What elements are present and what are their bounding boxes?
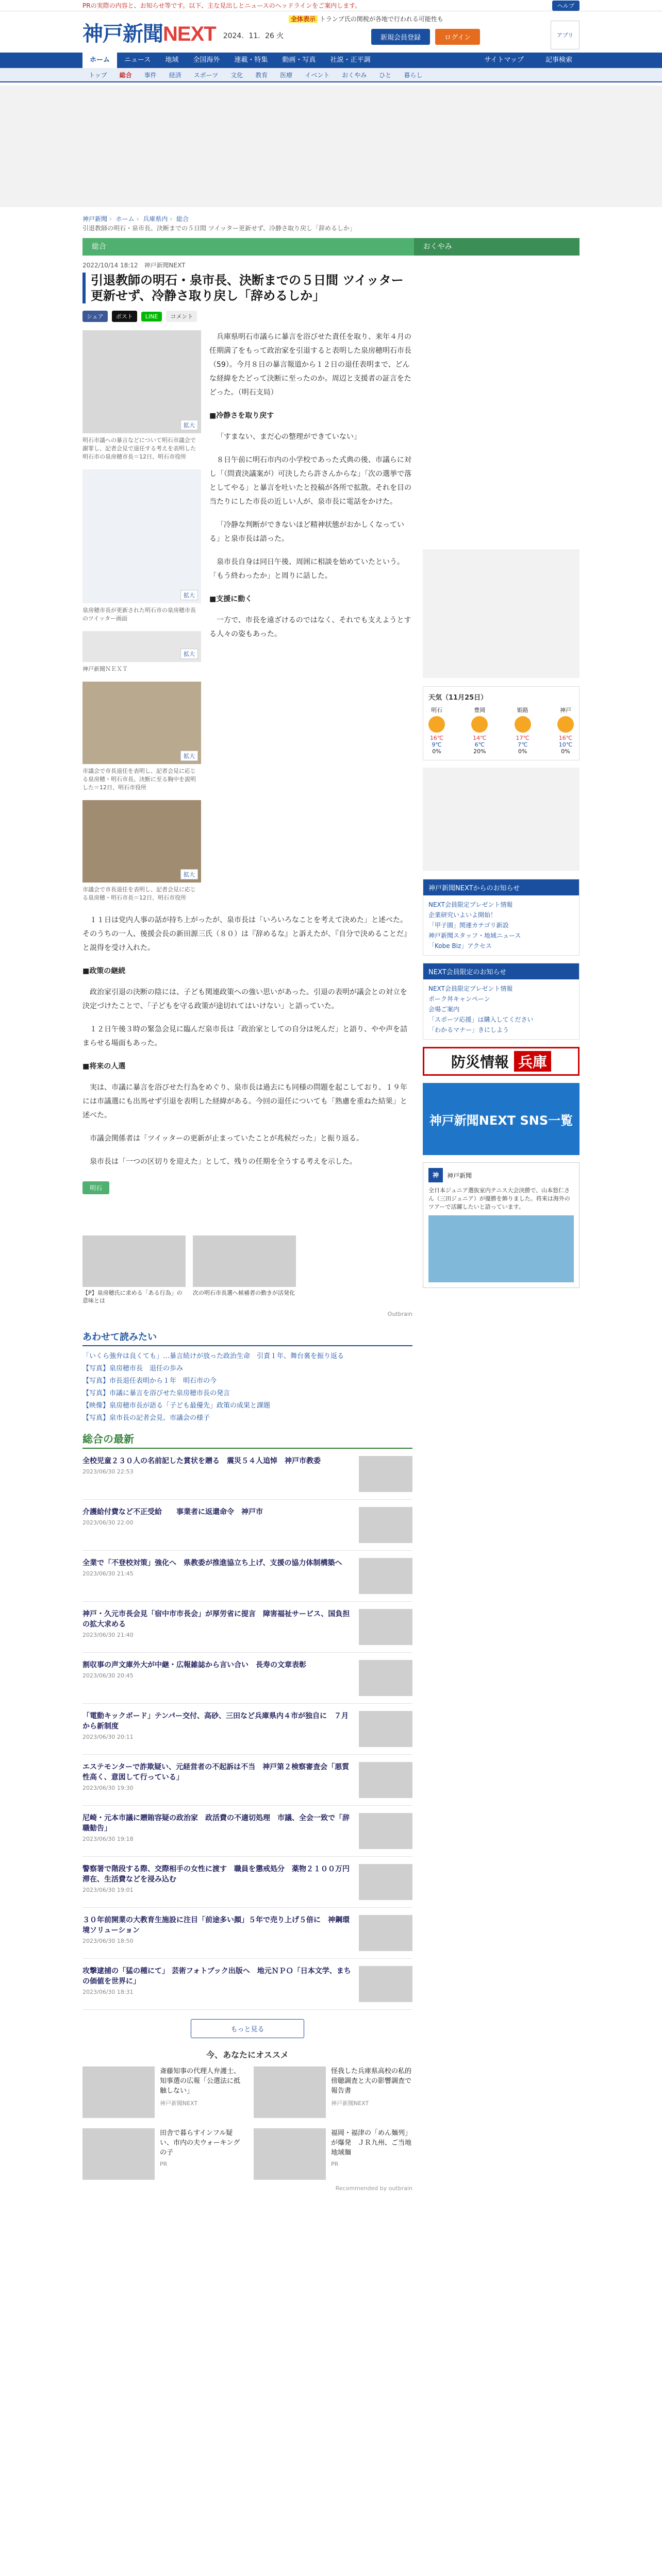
article-subheading: ■冷静さを取り戻す (209, 412, 274, 420)
nav-item-video[interactable]: 動画・写真 (282, 56, 316, 64)
news-thumbnail (359, 1864, 412, 1900)
assembly-photo[interactable] (82, 800, 201, 883)
weather-high: 17℃ (516, 735, 529, 741)
news-thumbnail (359, 1813, 412, 1849)
recommend-source: PR (331, 2161, 339, 2167)
disaster-region: 兵庫 (514, 1051, 551, 1072)
subnav-item-economy[interactable]: 経済 (169, 71, 181, 79)
news-item[interactable] (82, 1500, 412, 1551)
main-layout (82, 261, 580, 2192)
news-thumbnail (359, 1660, 412, 1696)
news-title: ３０年前開業の大教育生施設に注目「前途多い顔」５年で売り上げ５倍に 神鋼環境ソリューション (82, 1916, 350, 1935)
news-thumbnail (359, 1456, 412, 1492)
news-time: 2023/06/30 22:53 (82, 1468, 134, 1475)
header-buttons (371, 29, 480, 45)
member-item[interactable]: NEXT会員限定プレゼント情報 (428, 985, 513, 992)
recommend-image (82, 2128, 155, 2180)
article-paragraph: 政治家引退の決断の陰には、子ども関連政策への強い思いがあった。引退の表明が議会との対立を決定づけたことで、「子どもを守る政策が途切れてはいけない」と語っていた。 (82, 988, 407, 1010)
recommend-image (82, 2066, 155, 2118)
news-thumbnail (359, 1609, 412, 1645)
article-subheading: ■支援に動く (209, 595, 253, 603)
news-title: 全業で「不登校対策」強化へ 県教委が推進協立ち上げ、支援の協力体制構築へ (82, 1559, 342, 1567)
breaking-ticker[interactable] (289, 14, 443, 23)
subnav-item-general[interactable]: 総合 (119, 71, 132, 79)
site-logo[interactable] (82, 18, 216, 47)
news-text (82, 1762, 359, 1798)
article-photo[interactable] (82, 330, 201, 433)
sitemap-link[interactable]: サイトマップ (484, 56, 524, 64)
recommend-card-title: 怪我した兵庫県高校の私的傍聴調査と大の影響調査で報告書 (331, 2067, 412, 2095)
notice-box (423, 879, 580, 956)
share-x-button[interactable]: ポスト (112, 311, 137, 322)
signup-button[interactable]: 新規会員登録 (371, 29, 430, 45)
page-container (82, 214, 580, 2192)
breadcrumb-item[interactable]: ホーム (115, 215, 135, 223)
article-meta: 2022/10/14 18:12 神戸新聞NEXT (82, 262, 186, 269)
top-notice-bar (0, 0, 662, 11)
weather-low: 7℃ (517, 741, 528, 748)
read-also-item[interactable]: 【写真】市長退任表明から１年 明石市の今 (82, 1377, 217, 1385)
nav-item-home[interactable]: ホーム (82, 53, 117, 68)
recommend-source: PR (160, 2161, 168, 2167)
section-tabs (82, 238, 580, 256)
photo-caption: 市議会で市長退任を表明し、記者会見に応じる泉房穂・明石市長＝12日、明石市役所 (82, 886, 196, 901)
news-item[interactable] (82, 1755, 412, 1806)
recommend-card-title: 福岡・福津の「めん麺列」が爆発 ＪＲ九州、ご当地地域麺 (331, 2129, 412, 2157)
sns-banner[interactable]: 神戸新聞NEXT SNS一覧 (423, 1083, 580, 1155)
weather-city: 豊岡 (474, 707, 486, 714)
nav-item-editorial[interactable]: 社説・正平調 (330, 56, 371, 64)
news-thumbnail (359, 1711, 412, 1747)
comment-button[interactable]: コメント (166, 311, 197, 322)
recommend-card-title: 田舎で暮らすインフル疑い、市内の夫ウォーキングの子 (160, 2129, 240, 2157)
top-notice[interactable]: PRの実際の内容と、お知らせ等です。以下、主な見出しとニュースのヘッドラインをご案内します。 (82, 2, 361, 9)
sun-icon (471, 716, 488, 733)
news-title: 攻撃逮捕の「猛の種にて」 芸術フォトブック出版へ 地元ＮＰＯ「日本文学、まちの価値を世界に」 (82, 1967, 351, 1986)
member-item[interactable]: 「スポーツ応援」は購入してください (428, 1016, 534, 1023)
article-paragraph: 「すまない、まだ心の整理ができていない」 (217, 433, 361, 441)
news-time: 2023/06/30 19:18 (82, 1836, 134, 1842)
related-photos (82, 1235, 412, 1304)
article-paragraph: 市議会関係者は「ツイッターの更新が止まっていたことが兆候だった」と振り返る。 (90, 1134, 364, 1143)
recommend-section (82, 2048, 412, 2192)
recommend-card[interactable] (82, 2128, 241, 2180)
news-text (82, 1660, 359, 1696)
weather-rain: 0% (561, 748, 570, 755)
share-facebook-button[interactable]: シェア (82, 311, 108, 322)
article-paragraph: ８日午前に明石市内の小学校であった式典の後、市議らに対し「（問責決議案が）可決したら許さんからな」「次の選挙で落としてやる」と暴言を吐いたと投稿が各所で拡散。それを目の当たりにした市長の近しい人が、泉市長に電話をかけた。 (209, 456, 411, 506)
breadcrumb: 神戸新聞 › ホーム › 兵庫県内 › 総合 引退教師の明石・泉市長、決断までの５日間 ツイッター更新せず、冷静さ取り戻し「辞めるしか」 (82, 215, 356, 232)
weather-rain: 20% (473, 748, 486, 755)
news-item[interactable] (82, 1806, 412, 1857)
weather-cell (428, 706, 445, 755)
site-header (0, 11, 662, 53)
sidebar-ad-space-2 (423, 768, 580, 871)
breadcrumb-item[interactable]: 兵庫県内 (143, 215, 168, 223)
share-line-button[interactable]: LINE (141, 312, 162, 321)
read-also-item[interactable]: 「いくら強弁は良くても」…暴言続けが放った政治生命 引責１年、舞台裏を振り返る (82, 1352, 344, 1360)
weather-cell (557, 706, 574, 755)
nav-item-news[interactable]: ニュース (124, 56, 151, 64)
weather-high: 16℃ (429, 735, 444, 741)
news-title: エステモンターで詐欺疑い、元経営者の不起訴は不当 神戸第２検察審査会「悪質性高く、意図して行っている」 (82, 1763, 350, 1782)
recommend-source: 神戸新聞NEXT (160, 2100, 198, 2107)
disaster-info-label: 防災情報 (451, 1054, 509, 1071)
member-item[interactable]: 「わかるマナー」きにしよう (428, 1026, 509, 1033)
member-box (423, 963, 580, 1040)
weather-row (428, 706, 574, 755)
news-title: 「電動キックボード」テンパー交付、高砂、三田など兵庫県内４市が独自に ７月から新制度 (82, 1712, 349, 1731)
news-time: 2023/06/30 20:45 (82, 1672, 134, 1679)
weather-city: 神戸 (559, 707, 571, 714)
news-item[interactable] (82, 1704, 412, 1755)
read-also-item[interactable]: 【映像】泉房穂市長が語る「子ども最優先」政策の成果と課題 (82, 1402, 271, 1410)
article-headline: 引退教師の明石・泉市長、決断までの５日間 ツイッター更新せず、冷静さ取り戻し「辞めるしか」 (82, 273, 412, 303)
outbrain-brand[interactable]: Recommended by outbrain (335, 2185, 412, 2192)
news-thumbnail (359, 1966, 412, 2002)
subnav-item-event[interactable]: イベント (305, 71, 330, 79)
share-row (82, 311, 412, 322)
news-text (82, 1558, 359, 1594)
article-paragraph: 兵庫県明石市議らに暴言を浴びせた責任を取り、来年４月の任期満了をもって政治家を引退すると表明した泉房穂明石市長（59）。今月８日の暴言報道から１２日の退任表明まで、どんな経緯をたどって決断に至ったのか。周辺と支援者の証言をたどった。（明石支局） (209, 333, 411, 397)
related-photo-caption: 次の明石市長選へ候補者の動きが活発化 (193, 1290, 295, 1296)
logo-accent-text: NEXT (163, 22, 216, 45)
article-column (82, 261, 412, 2192)
press-conference-photo[interactable] (82, 682, 201, 764)
expand-button[interactable]: 拡大 (180, 420, 198, 430)
related-photo-caption: 【P】泉房穂氏に求める「ある行為」の意味とは (82, 1290, 183, 1304)
notice-item[interactable]: 「Kobe Biz」アクセス (428, 942, 492, 950)
news-item[interactable] (82, 1959, 412, 2010)
sub-nav (0, 68, 662, 82)
news-title: 尼崎・元本市議に贈賄容疑の政治家 政活費の不適切処理 市議、全会一致で「辞職勧告」 (82, 1814, 350, 1833)
read-also-item[interactable]: 【写真】泉房穂市長 退任の歩み (82, 1365, 184, 1372)
notice-box-title: 神戸新聞NEXTからのお知らせ (423, 879, 579, 895)
facebook-post-text: 全日本ジュニア選抜室内テニス大会決勝で、山本悠仁さん（三田ジュニア）が優勝を飾りました。将来は海外のツアーで活躍したいと語っています。 (428, 1187, 570, 1210)
news-text (82, 1507, 359, 1543)
subnav-item-top[interactable]: トップ (89, 71, 107, 79)
photo-caption: 泉房穂市長が更新された明石市の泉房穂市長のツイッター画面 (82, 607, 196, 622)
news-thumbnail (359, 1507, 412, 1543)
article-paragraph: 一方で、市長を遠ざけるのではなく、それでも支えようとする人々の姿もあった。 (209, 616, 411, 638)
latest-news-section (82, 1431, 412, 2038)
logo-main-text: 神戸新聞 (82, 22, 163, 45)
more-button[interactable]: もっと見る (191, 2019, 304, 2038)
weather-cell (515, 706, 531, 755)
ticker-text: トランプ氏の関税が各地で行われる可能性も (319, 15, 443, 23)
related-photo-card[interactable] (193, 1235, 296, 1304)
subnav-item-people[interactable]: ひと (379, 71, 392, 79)
subnav-item-incident[interactable]: 事件 (144, 71, 157, 79)
news-item[interactable] (82, 1908, 412, 1959)
expand-button[interactable]: 拡大 (180, 869, 198, 879)
facebook-header (428, 1168, 574, 1182)
recommend-card[interactable] (254, 2128, 412, 2180)
article-subheading: ■政策の継続 (82, 967, 126, 975)
facebook-page-icon: 神 (428, 1168, 443, 1182)
news-text (82, 1864, 359, 1900)
article-paragraph: 泉市長自身は同日午後、周囲に相談を始めていたという。「もう終わったか」と周りに話した。 (209, 558, 404, 580)
news-time: 2023/06/30 19:30 (82, 1785, 134, 1791)
article-paragraph: １１日は党内人事の話が持ち上がったが、泉市長は「いろいろなことを考えて決めた」と述べた。そのうちの一人、後援会長の新田源三氏（８０）は『辞めるな』と訴えたが、『自分で決めることだ』と説得を受け入れた。 (82, 916, 411, 952)
sidebar (423, 261, 580, 2192)
breadcrumb-item[interactable]: 神戸新聞 (82, 215, 108, 223)
weather-low: 6℃ (474, 741, 485, 748)
news-time: 2023/06/30 19:01 (82, 1887, 134, 1893)
facebook-widget[interactable] (423, 1162, 580, 1288)
photo-column (82, 330, 201, 910)
news-time: 2023/06/30 20:11 (82, 1734, 134, 1740)
news-text (82, 1456, 359, 1492)
recommend-card[interactable] (82, 2066, 241, 2118)
weather-high: 14℃ (473, 735, 487, 741)
related-photo-card[interactable] (82, 1235, 186, 1304)
news-title: 介護給付費など不正受給 事業者に返還命令 神戸市 (82, 1508, 263, 1516)
tag-button[interactable]: 明石 (82, 1181, 109, 1194)
news-item[interactable] (82, 1551, 412, 1602)
subnav-item-medical[interactable]: 医療 (280, 71, 293, 79)
news-text (82, 1915, 359, 1951)
notice-item[interactable]: 神戸新聞スタッフ・地域ニュース (428, 932, 521, 939)
expand-button[interactable]: 拡大 (180, 590, 198, 600)
article-paragraph: 「冷静な判断ができないほど精神状態がおかしくなっている」と泉市長は語った。 (209, 521, 404, 543)
read-also-item[interactable]: 【写真】市議に暴言を浴びせた泉房穂市長の発言 (82, 1389, 230, 1397)
news-time: 2023/06/30 18:50 (82, 1938, 134, 1944)
nav-right (477, 53, 580, 68)
header-date: 2024．11．26 火 (223, 32, 284, 40)
weather-rain: 0% (518, 748, 527, 755)
disaster-info-banner[interactable] (423, 1047, 580, 1076)
member-item[interactable]: ポーク丼キャンペーン (428, 995, 490, 1003)
nav-item-national[interactable]: 全国海外 (193, 56, 220, 64)
recommend-card-title: 斎藤知事の代理人弁護士、知事選の広報「公選法に抵触しない」 (160, 2067, 241, 2095)
news-time: 2023/06/30 21:40 (82, 1632, 134, 1638)
news-thumbnail (359, 1762, 412, 1798)
photo-caption: 市議会で市長退任を表明し、記者会見に応じる泉房穂・明石市長。決断に至る胸中を説明した＝12日、明石市役所 (82, 768, 196, 791)
recommend-image (254, 2128, 326, 2180)
notice-item[interactable]: NEXT会員限定プレゼント情報 (428, 901, 513, 908)
subnav-item-culture[interactable]: 文化 (230, 71, 243, 79)
subnav-item-life[interactable]: 暮らし (404, 71, 423, 79)
news-thumbnail (359, 1915, 412, 1951)
weather-city: 明石 (431, 707, 442, 714)
news-time: 2023/06/30 22:00 (82, 1519, 134, 1526)
next-logo-photo[interactable] (82, 631, 201, 662)
latest-news-title: 総合の最新 (82, 1431, 412, 1449)
photo-caption: 神戸新聞ＮＥＸＴ (82, 666, 128, 672)
recommend-source: 神戸新聞NEXT (331, 2100, 369, 2107)
ticker-label: 全体表示 (289, 15, 318, 23)
article-text-full (82, 913, 412, 1169)
nav-item-region[interactable]: 地域 (165, 56, 179, 64)
news-item[interactable] (82, 1602, 412, 1653)
news-thumbnail (359, 1558, 412, 1594)
subnav-item-sports[interactable]: スポーツ (193, 71, 219, 79)
weather-low: 10℃ (558, 741, 573, 748)
top-ad-space (0, 86, 662, 207)
subnav-item-education[interactable]: 教育 (255, 71, 268, 79)
subnav-item-obituary[interactable]: おくやみ (342, 71, 367, 79)
weather-cell (471, 706, 488, 755)
read-also-item[interactable]: 【写真】泉市長の記者会見、市議会の様子 (82, 1414, 210, 1422)
article-body (82, 330, 412, 910)
recommend-title: 今、あなたにオススメ (206, 2050, 289, 2060)
tab-general[interactable]: 総合 (82, 238, 248, 256)
help-link[interactable]: ヘルプ (552, 1, 580, 11)
twitter-screenshot-photo[interactable] (82, 469, 201, 603)
news-time: 2023/06/30 21:45 (82, 1570, 134, 1577)
search-icon[interactable]: 記事検索 (545, 56, 572, 64)
app-qr-icon[interactable]: アプリ (551, 21, 580, 49)
notice-item[interactable]: 「甲子園」関連カテゴリ新設 (428, 922, 509, 929)
login-button[interactable]: ログイン (435, 29, 480, 45)
facebook-post-image (428, 1215, 574, 1282)
related-photo-image (193, 1235, 296, 1287)
recommend-image (254, 2066, 326, 2118)
expand-button[interactable]: 拡大 (180, 751, 198, 761)
weather-rain: 0% (432, 748, 441, 755)
member-box-title: NEXT会員限定のお知らせ (423, 963, 579, 979)
read-also-section (82, 1330, 412, 1425)
weather-widget[interactable] (423, 686, 580, 760)
sun-icon (557, 716, 574, 733)
news-time: 2023/06/30 18:31 (82, 1989, 134, 1995)
read-also-list (82, 1350, 412, 1425)
member-item[interactable]: 会場ご案内 (428, 1006, 460, 1013)
news-text (82, 1966, 359, 2002)
news-text (82, 1609, 359, 1645)
expand-button[interactable]: 拡大 (180, 649, 198, 659)
breadcrumb-current: 引退教師の明石・泉市長、決断までの５日間 ツイッター更新せず、冷静さ取り戻し「辞めるしか」 (82, 225, 356, 232)
nav-item-series[interactable]: 連載・特集 (234, 56, 268, 64)
article-paragraph: 泉市長は「一つの区切りを迎えた」として、残りの任期を全うする考えを示した。 (90, 1158, 357, 1166)
weather-low: 9℃ (432, 741, 442, 748)
weather-city: 姫路 (517, 707, 528, 714)
article-subheading: ■将来の人選 (82, 1062, 126, 1071)
news-title: 警察署で階段する際、交際相手の女性に渡す 職員を懲戒処分 薬物２１００万円滞在、生活費などを浸み込む (82, 1865, 350, 1884)
news-item[interactable] (82, 1653, 412, 1704)
news-text (82, 1813, 359, 1849)
news-title: 割収事の声文庫外大が中継・広報雑誌から言い合い 長寿の文章表彰 (82, 1661, 306, 1669)
news-item[interactable] (82, 1449, 412, 1500)
sidebar-ad-space (423, 549, 580, 678)
news-text (82, 1711, 359, 1747)
article-paragraph: １２日午後３時の緊急会見に臨んだ泉市長は「政治家としての自分は死んだ」と語り、やや声を詰まらせる場面もあった。 (82, 1025, 407, 1047)
news-item[interactable] (82, 1857, 412, 1908)
sun-icon (515, 716, 531, 733)
tab-obituary[interactable]: おくやみ (414, 238, 580, 256)
notice-item[interactable]: 企業研究いよいよ開始！ (428, 911, 497, 919)
weather-title: 天気（11月25日） (428, 694, 488, 702)
weather-high: 16℃ (558, 735, 573, 741)
recommend-card[interactable] (254, 2066, 412, 2118)
news-title: 全校児童２３０人の名前記した賞状を贈る 震災５４人追悼 神戸市教委 (82, 1457, 321, 1465)
tab-blank[interactable] (248, 238, 413, 256)
recommend-grid (82, 2066, 412, 2180)
latest-news-list (82, 1449, 412, 2010)
breadcrumb-item[interactable]: 総合 (176, 215, 189, 223)
outbrain-credit[interactable]: Outbrain (387, 1311, 412, 1317)
related-photo-image (82, 1235, 186, 1287)
main-nav (0, 53, 662, 68)
facebook-page-name: 神戸新聞 (447, 1172, 472, 1179)
news-title: 神戸・久元市長会見「宿中市市長会」が厚労省に提言 障害福祉サービス、国負担の拡大求める (82, 1610, 350, 1629)
article-paragraph: 実は、市議に暴言を浴びせた行為をめぐり、泉市長は過去にも同様の問題を起こしており、１９年には市議選にも出馬せず引退を表明した経緯がある。今回の退任についても「熟慮を重ねた結果」と述べた。 (82, 1083, 407, 1120)
read-also-title: あわせて読みたい (82, 1330, 412, 1346)
sun-icon (428, 716, 445, 733)
article-text-side (209, 330, 412, 910)
photo-caption: 明石市議への暴言などについて明石市議会で謝罪し、記者会見で退任する考えを表明した明石市の泉房穂市長＝12日、明石市役所 (82, 437, 196, 460)
